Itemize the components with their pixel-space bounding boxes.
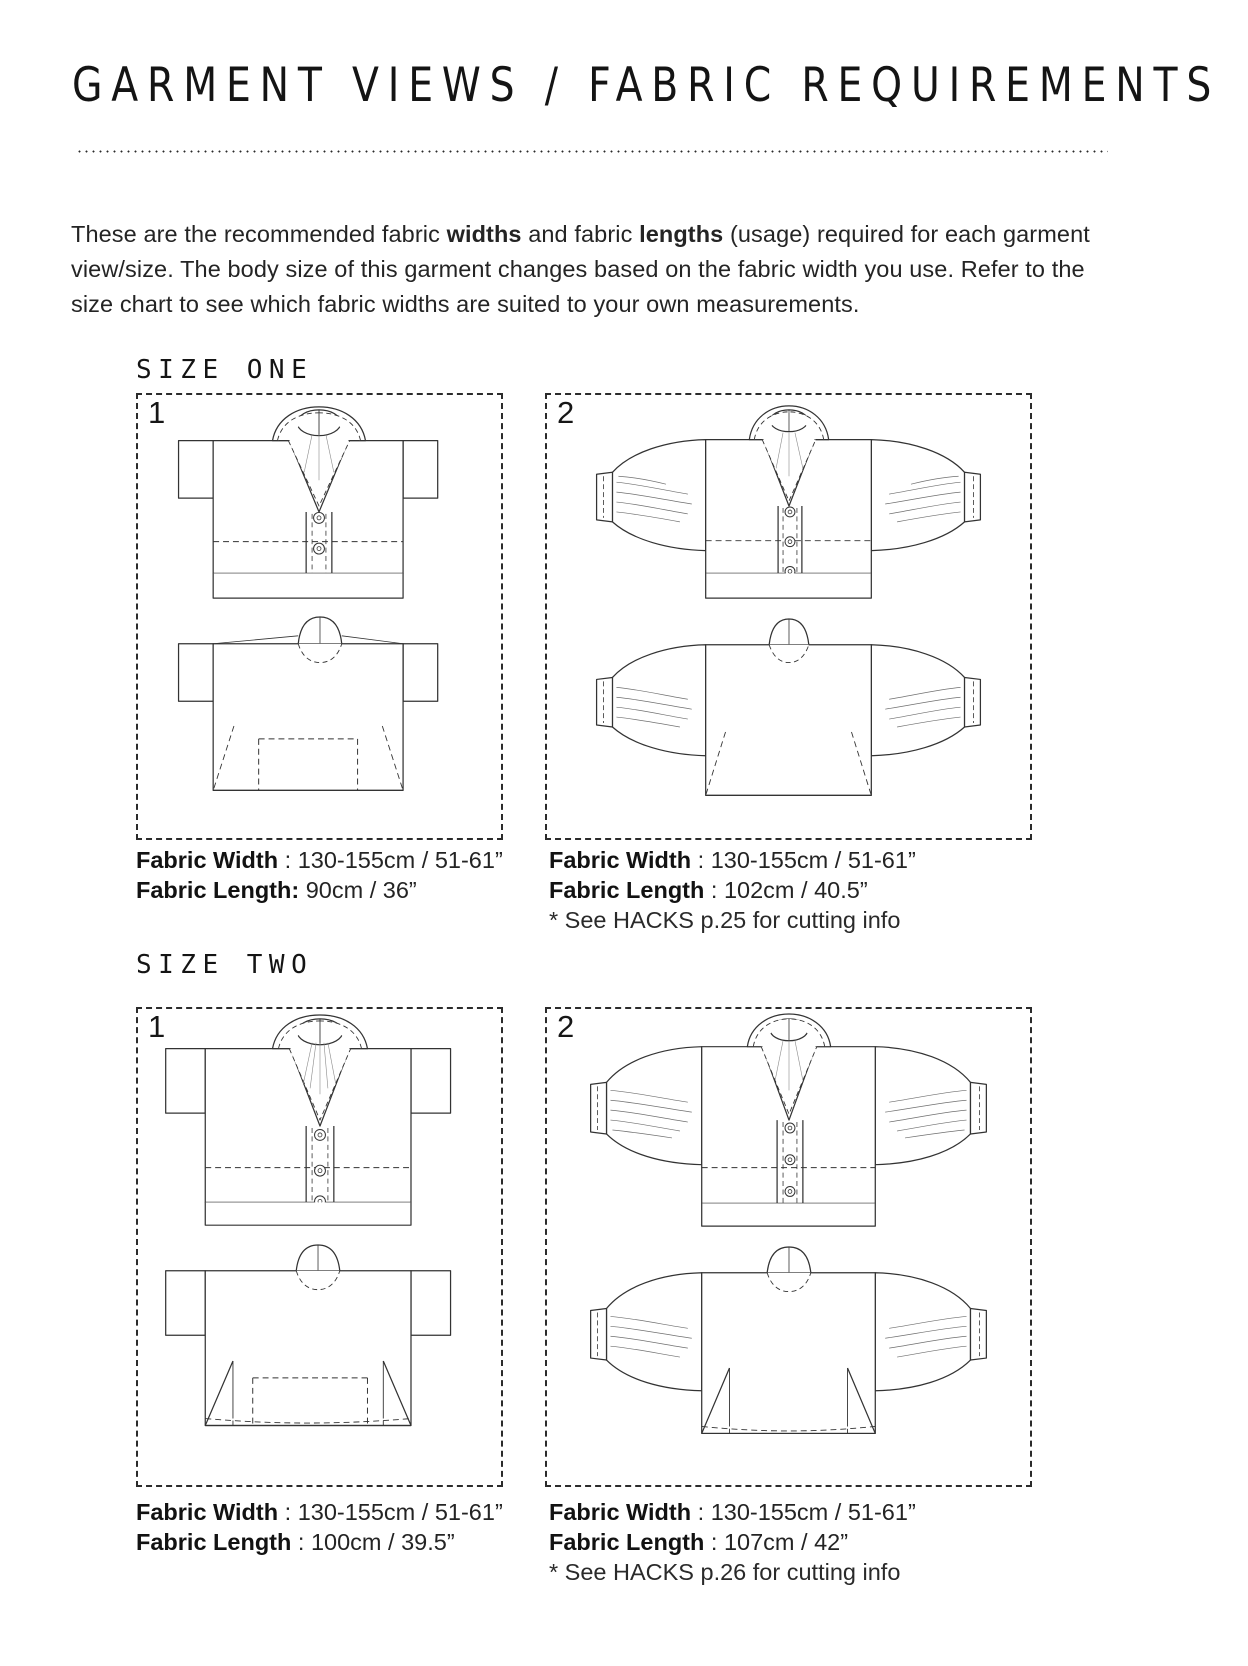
fabric-width-value: 130-155cm / 51-61” (710, 847, 916, 873)
fabric-length-label: Fabric Length (136, 1529, 292, 1555)
fabric-length-label: Fabric Length (549, 877, 705, 903)
spec-size-two-view-2 (549, 1497, 916, 1587)
fabric-length-value: 107cm / 42” (723, 1529, 849, 1555)
view-number-label: 2 (557, 395, 575, 430)
intro-paragraph (71, 217, 1101, 322)
view-box-size-one-view-2 (545, 393, 1032, 840)
fabric-length-label: Fabric Length (549, 1529, 705, 1555)
fabric-width-value: 130-155cm / 51-61” (297, 847, 503, 873)
fabric-length-value: 102cm / 40.5” (723, 877, 868, 903)
view-number-label: 1 (148, 395, 166, 430)
spec-size-one-view-1 (136, 845, 503, 905)
view-number-label: 2 (557, 1009, 575, 1044)
short-sleeve-cardigan-illustration (138, 395, 501, 838)
fabric-width-sep: : (691, 847, 711, 873)
spec-size-one-view-2 (549, 845, 916, 935)
fabric-width-sep: : (691, 1499, 711, 1525)
fabric-length-label: Fabric Length: (136, 877, 300, 903)
page-title: GARMENT VIEWS / FABRIC REQUIREMENTS (72, 58, 1221, 113)
fabric-length-sep: : (704, 877, 724, 903)
spec-size-two-view-1 (136, 1497, 503, 1557)
fabric-length-row (136, 877, 417, 903)
fabric-width-label: Fabric Width (136, 847, 279, 873)
fabric-length-value: 100cm / 39.5” (310, 1529, 455, 1555)
intro-bold-lengths: lengths (639, 220, 724, 247)
size-two-heading: SIZE TWO (136, 950, 314, 980)
view-number-label: 1 (148, 1009, 166, 1044)
view-box-size-two-view-2 (545, 1007, 1032, 1487)
fabric-width-value: 130-155cm / 51-61” (297, 1499, 503, 1525)
fabric-width-row (136, 847, 503, 873)
intro-bold-widths: widths (446, 220, 522, 247)
fabric-width-label: Fabric Width (549, 1499, 692, 1525)
fabric-width-row (549, 1499, 916, 1525)
fabric-width-sep: : (278, 847, 298, 873)
fabric-length-sep: : (704, 1529, 724, 1555)
fabric-length-row (136, 1529, 455, 1555)
fabric-width-row (136, 1499, 503, 1525)
fabric-width-sep: : (278, 1499, 298, 1525)
fabric-width-label: Fabric Width (136, 1499, 279, 1525)
fabric-width-value: 130-155cm / 51-61” (710, 1499, 916, 1525)
title-divider (76, 150, 1108, 153)
cutting-info-note: * See HACKS p.26 for cutting info (549, 1559, 901, 1585)
fabric-width-row (549, 847, 916, 873)
intro-text-1: These are the recommended fabric (71, 220, 447, 247)
fabric-length-sep: : (291, 1529, 311, 1555)
short-sleeve-cardigan-illustration (138, 1009, 501, 1485)
fabric-length-value: 90cm / 36” (305, 877, 417, 903)
long-sleeve-cardigan-illustration (547, 395, 1030, 838)
view-box-size-one-view-1 (136, 393, 503, 840)
view-box-size-two-view-1 (136, 1007, 503, 1487)
intro-text-2: and fabric (521, 220, 640, 247)
cutting-info-note: * See HACKS p.25 for cutting info (549, 907, 901, 933)
long-sleeve-cardigan-illustration (547, 1009, 1030, 1485)
fabric-length-row (549, 877, 868, 903)
intro-text-3: (usage) required for each garment view/size. The body size of this garment changes based on the fabric width you use. Refer to the size chart to see which fabric widths are suited to your own measurements. (71, 220, 1090, 317)
fabric-width-label: Fabric Width (549, 847, 692, 873)
fabric-length-row (549, 1529, 848, 1555)
size-one-heading: SIZE ONE (136, 355, 314, 385)
